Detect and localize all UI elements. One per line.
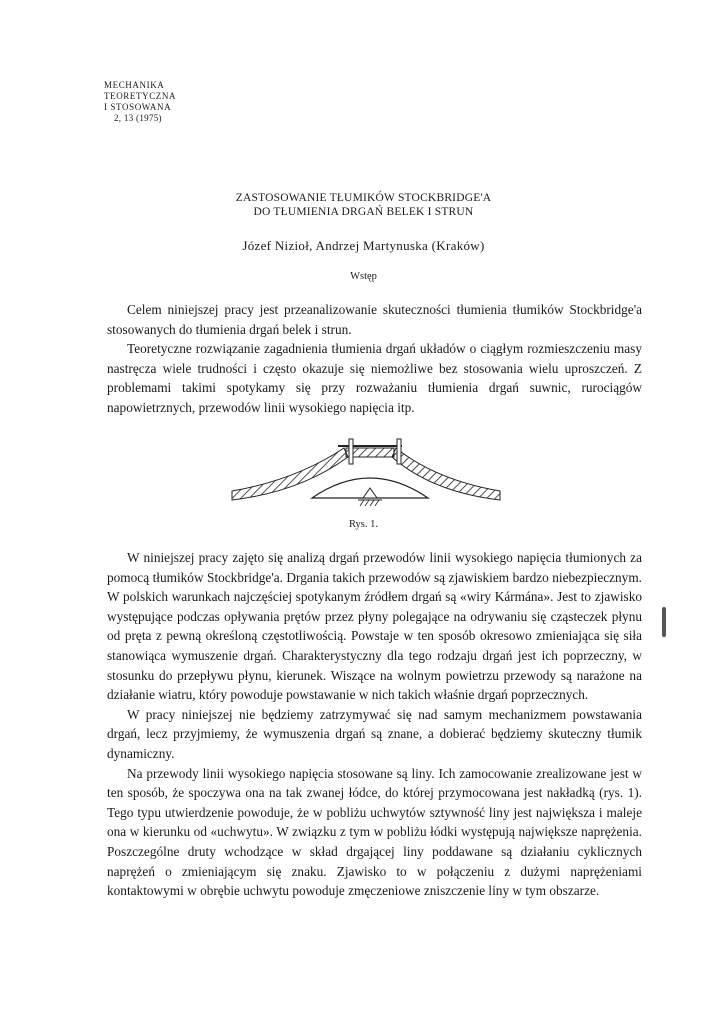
figure-damper-clamp bbox=[226, 436, 506, 516]
paragraph: Celem niniejszej pracy jest przeanalizowanie skuteczności tłumienia tłumików Stockbridge'a stosowanych do tłumienia drgań belek i strun. bbox=[107, 302, 642, 337]
paragraph: Na przewody linii wysokiego napięcia stosowane są liny. Ich zamocowanie zrealizowane jest w ten sposób, że spoczywa ona na tak zwanej łódce, do której przymocowana jest nakładką (rys. 1). Tego typu utwierdzenie powoduje, że w pobliżu uchwytów sztywność liny jest największa i maleje ona w kierunku od «uchwytu». W związku z tym w pobliżu łódki występują największe naprężenia. Poszczególne druty wchodzące w skład drgającej liny poddawane są działaniu cyklicznych naprężeń o zmieniającym się znaku. Zjawisko to w połączeniu z dużymi naprężeniami kontaktowymi w obrębie uchwytu powoduje zmęczeniowe zniszczenie liny w tym obszarze. bbox=[107, 765, 642, 899]
authors: Józef Nizioł, Andrzej Martynuska (Kraków) bbox=[242, 238, 485, 253]
paragraph: Teoretyczne rozwiązanie zagadnienia tłumienia drgań układów o ciągłym rozmieszczeniu masy nastręcza wiele trudności i często okazuje się niemożliwe bez stosowania wielu uproszczeń. Z problemami takimi spotykamy się przy rozważaniu tłumienia drgań suwnic, rurociągów napowietrznych, przewodów linii wysokiego napięcia itp. bbox=[107, 341, 642, 415]
bolt-right bbox=[397, 439, 401, 464]
paragraph: W pracy niniejszej nie będziemy zatrzymywać się nad samym mechanizmem powstawania drgań, lecz przyjmiemy, że wymuszenia drgań są znane, a dobierać będziemy skuteczny tłumik dynamiczny. bbox=[107, 706, 642, 761]
journal-issue: 2, 13 (1975) bbox=[114, 113, 162, 123]
intro-section bbox=[107, 300, 642, 418]
clamp-diagram bbox=[226, 436, 506, 516]
title-line-2: DO TŁUMIENIA DRGAŃ BELEK I STRUN bbox=[253, 206, 474, 218]
bolt-left bbox=[349, 439, 353, 464]
paragraph: W niniejszej pracy zajęto się analizą drgań przewodów linii wysokiego napięcia tłumionych za pomocą tłumików Stockbridge'a. Drgania takich przewodów są zjawiskiem bardzo niebezpiecznym. W polskich warunkach najczęściej spotykanym źródłem drgań są «wiry Kármána». Jest to zjawisko występujące podczas opływania prętów przez płyny polegające na odrywaniu się cząsteczek płynu od pręta z pewną określoną częstotliwością. Powstaje w ten sposób okresowo zmieniająca się siła stanowiąca wymuszenie drgań. Charakterystyczny dla tego rodzaju drgań jest ich poprzeczny, w stosunku do przepływu płynu, kierunek. Wiszące na wolnym powietrzu przewody są narażone na działanie wiatru, który powoduje powstawanie w nich takich właśnie drgań poprzecznych. bbox=[107, 550, 642, 703]
support-hatch bbox=[360, 500, 379, 506]
journal-name-line1: MECHANIKA bbox=[104, 80, 165, 90]
journal-name-line2: TEORETYCZNA bbox=[104, 91, 177, 101]
body-section bbox=[107, 548, 642, 901]
figure-caption: Rys. 1. bbox=[348, 519, 379, 530]
journal-name-line3: I STOSOWANA bbox=[104, 102, 172, 112]
section-heading: Wstęp bbox=[350, 271, 377, 282]
article-title bbox=[0, 191, 727, 219]
margin-smudge bbox=[662, 607, 666, 637]
title-line-1: ZASTOSOWANIE TŁUMIKÓW STOCKBRIDGE'A bbox=[235, 192, 492, 204]
journal-header bbox=[104, 80, 176, 124]
